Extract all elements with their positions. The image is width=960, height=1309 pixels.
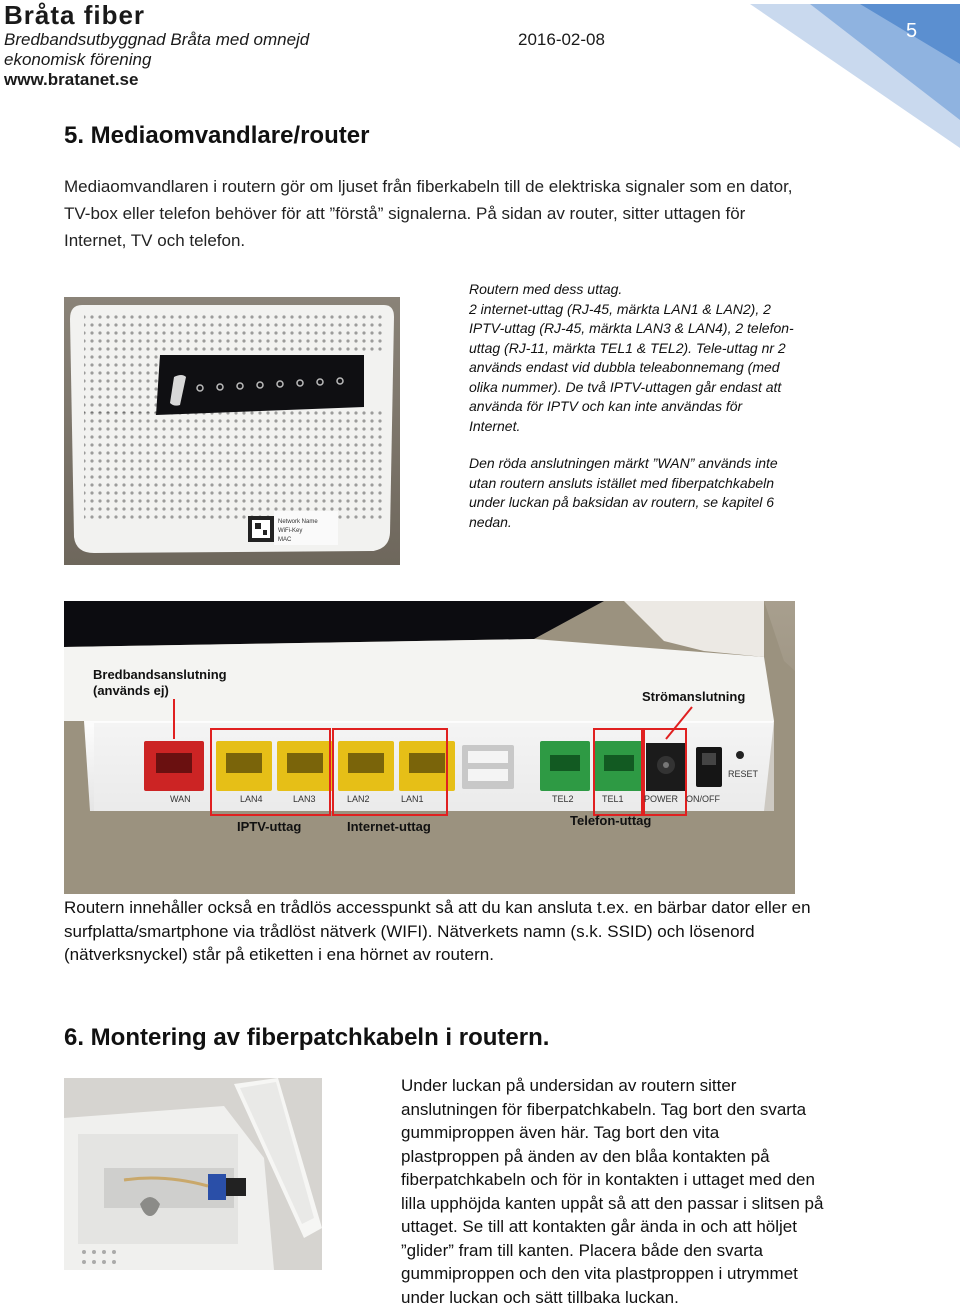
port-label-tel2: TEL2: [552, 794, 574, 804]
port-label-reset: RESET: [728, 769, 758, 779]
label-bredband: [93, 667, 227, 699]
caption-line: uttag (RJ-11, märkta TEL1 & TEL2). Tele-uttag nr 2: [469, 339, 814, 359]
caption-line: används endast vid dubbla teleabonnemang (med: [469, 358, 814, 378]
body-line: plastproppen på änden av den blåa kontakten på: [401, 1145, 871, 1169]
body-line: lilla upphöjda kanten uppåt så att den passar i slitsen på: [401, 1192, 871, 1216]
caption-line: Routern med dess uttag.: [469, 280, 814, 300]
caption-line: olika nummer). De två IPTV-uttagen går endast att: [469, 378, 814, 398]
port-label-lan2: LAN2: [347, 794, 370, 804]
caption-line: IPTV-uttag (RJ-45, märkta LAN3 & LAN4), 2 telefon-: [469, 319, 814, 339]
section-6-heading: 6. Montering av fiberpatchkabeln i routern.: [64, 1024, 549, 1052]
label-strom: Strömanslutning: [642, 689, 745, 704]
body-line: uttaget. Se till att kontakten går ända in och att höljet: [401, 1215, 871, 1239]
caption-line: Den röda anslutningen märkt ”WAN” används inte: [469, 454, 814, 474]
caption-line: utan routern ansluts istället med fiberpatchkabeln: [469, 474, 814, 494]
section-6-body: [401, 1074, 871, 1309]
body-line: gummiproppen och den vita plastproppen i utrymmet: [401, 1262, 871, 1286]
org-subtitle-2: ekonomisk förening: [4, 50, 151, 70]
caption-line: nedan.: [469, 513, 814, 533]
patch-cable-illustration: [64, 1078, 322, 1270]
caption-line: under luckan på baksidan av routern, se kapitel 6: [469, 493, 814, 513]
intro-line: Internet, TV och telefon.: [64, 227, 864, 254]
port-label-tel1: TEL1: [602, 794, 624, 804]
caption-line: använda för IPTV och kan inte användas för: [469, 397, 814, 417]
corner-decoration: [750, 0, 960, 150]
router-label-mac: MAC: [278, 537, 292, 543]
section-5-intro: [64, 173, 864, 254]
router-caption: [469, 280, 814, 532]
page-number: 5: [906, 20, 917, 43]
body-line: anslutningen för fiberpatchkabeln. Tag bort den svarta: [401, 1098, 871, 1122]
caption-line: 2 internet-uttag (RJ-45, märkta LAN1 & LAN2), 2: [469, 300, 814, 320]
label-bredband-line: (används ej): [93, 683, 227, 699]
router-ports-illustration: [64, 601, 795, 894]
port-label-onoff: ON/OFF: [686, 794, 720, 804]
intro-line: TV-box eller telefon behöver för att ”förstå” signalerna. På sidan av router, sitter uttagen för: [64, 200, 864, 227]
label-telefon: Telefon-uttag: [570, 813, 651, 828]
body-line: Under luckan på undersidan av routern sitter: [401, 1074, 871, 1098]
body-line: gummiproppen även här. Tag bort den vita: [401, 1121, 871, 1145]
wifi-line: (nätverksnyckel) står på etiketten i ena hörnet av routern.: [64, 943, 884, 967]
port-label-lan4: LAN4: [240, 794, 263, 804]
body-line: ”glider” fram till kanten. Placera både den svarta: [401, 1239, 871, 1263]
wifi-paragraph: [64, 896, 884, 967]
caption-line: Internet.: [469, 417, 814, 437]
router-top-illustration: [64, 297, 400, 565]
wifi-line: Routern innehåller också en trådlös accesspunkt så att du kan ansluta t.ex. en bärbar dator eller en: [64, 896, 884, 920]
router-label-network: Network Name: [278, 519, 318, 525]
website-link[interactable]: www.bratanet.se: [4, 70, 138, 90]
intro-line: Mediaomvandlaren i routern gör om ljuset från fiberkabeln till de elektriska signaler som en dator,: [64, 173, 864, 200]
document-date: 2016-02-08: [518, 30, 605, 50]
port-label-power: POWER: [644, 794, 678, 804]
org-subtitle-1: Bredbandsutbyggnad Bråta med omnejd: [4, 30, 309, 50]
label-bredband-line: Bredbandsanslutning: [93, 667, 227, 683]
wifi-line: surfplatta/smartphone via trådlöst nätverk (WIFI). Nätverkets namn (s.k. SSID) och lösenord: [64, 920, 884, 944]
body-line: under luckan och sätt tillbaka luckan.: [401, 1286, 871, 1309]
router-label-wifikey: WiFi-Key: [278, 528, 302, 534]
router-ports-photo: [64, 601, 795, 894]
org-name: Bråta fiber: [4, 0, 145, 31]
router-top-photo: [64, 297, 400, 565]
port-label-lan1: LAN1: [401, 794, 424, 804]
port-label-wan: WAN: [170, 794, 191, 804]
label-iptv: IPTV-uttag: [237, 819, 301, 834]
patch-cable-photo: [64, 1078, 322, 1270]
port-label-lan3: LAN3: [293, 794, 316, 804]
section-5-heading: 5. Mediaomvandlare/router: [64, 122, 369, 150]
body-line: fiberpatchkabeln och för in kontakten i uttaget med den: [401, 1168, 871, 1192]
label-internet: Internet-uttag: [347, 819, 431, 834]
